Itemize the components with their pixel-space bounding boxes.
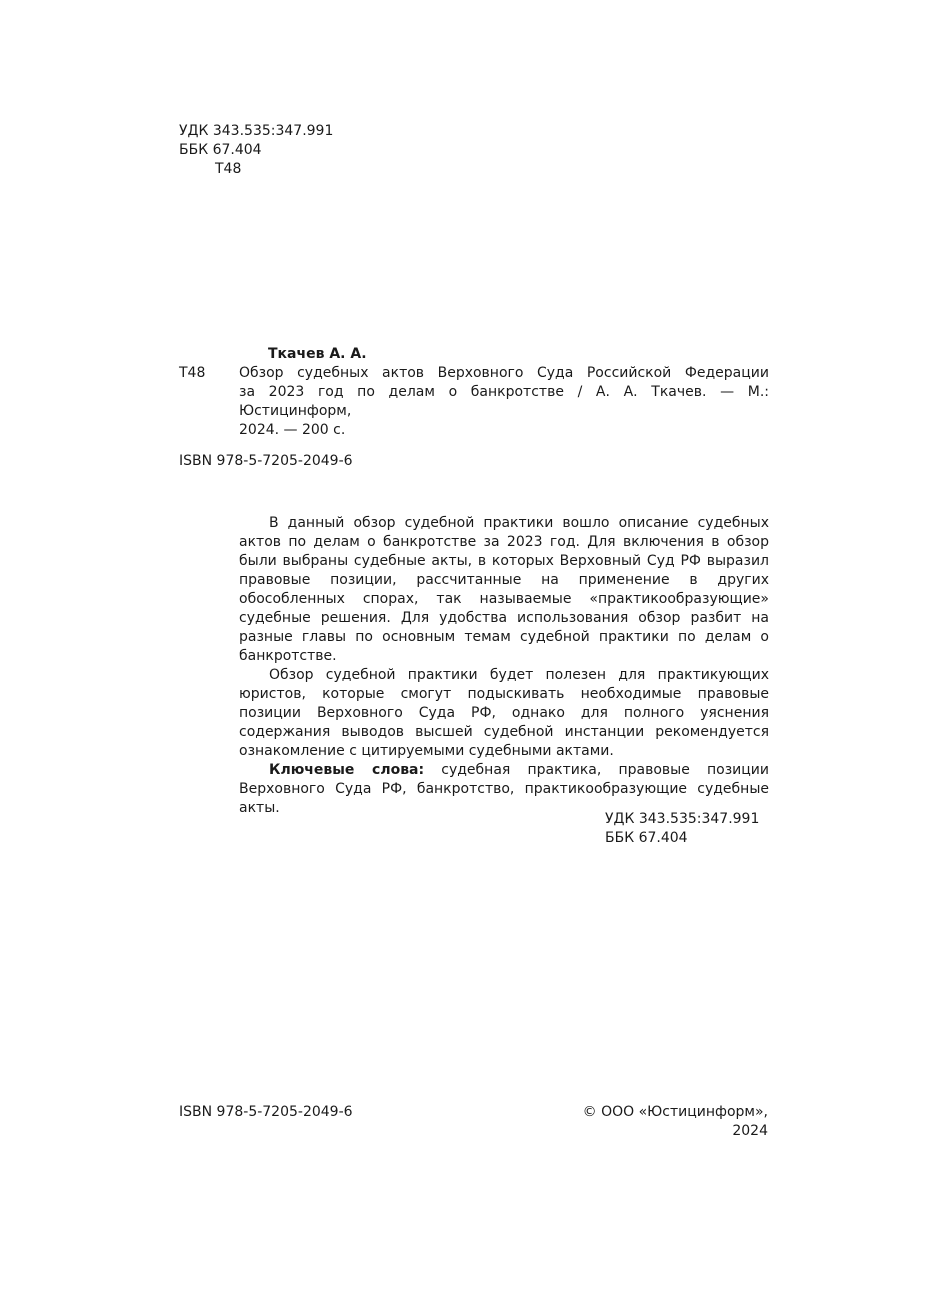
- isbn-bottom: ISBN 978-5-7205-2049-6: [179, 1104, 353, 1120]
- bibliographic-description: [239, 364, 769, 440]
- cutter-code: Т48: [215, 161, 242, 177]
- bibliography-cutter-code: Т48: [179, 365, 206, 381]
- classification-codes-top: [179, 122, 333, 179]
- keywords-text: судебная практика, правовые позиции Верховного Суда РФ, банкротство, практикообразующие судебные акты.: [239, 762, 769, 816]
- abstract-paragraph-2: Обзор судебной практики будет полезен для практикующих юристов, которые смогут подыскивать необходимые правовые позиции Верховного Суда РФ, однако для полного уяснения содержания выводов высшей судебной инстанции рекомендуется ознакомление с цитируемыми судебными актами.: [239, 667, 769, 759]
- abstract: [239, 514, 769, 818]
- bibliography-line-3: 2024. — 200 с.: [239, 422, 346, 438]
- bibliography-line-1: Обзор судебных актов Верховного Суда Российской Федерации: [239, 365, 769, 381]
- isbn-top: ISBN 978-5-7205-2049-6: [179, 453, 353, 469]
- udk-code: УДК 343.535:347.991: [179, 123, 334, 139]
- bibliography-line-2: за 2023 год по делам о банкротстве / А. А. Ткачев. — М.: Юстицинформ,: [239, 384, 769, 419]
- keywords-label: Ключевые слова:: [269, 762, 425, 778]
- bbk-code-bottom: ББК 67.404: [605, 830, 688, 846]
- bbk-code: ББК 67.404: [179, 142, 262, 158]
- udk-code-bottom: УДК 343.535:347.991: [605, 811, 760, 827]
- copyright-notice: © ООО «Юстицинформ», 2024: [582, 1104, 768, 1139]
- classification-codes-bottom: [605, 810, 759, 848]
- author-name: Ткачев А. А.: [268, 346, 367, 362]
- abstract-paragraph-1: В данный обзор судебной практики вошло описание судебных актов по делам о банкротстве за 2023 год. Для включения в обзор были выбраны судебные акты, в которых Верховный Суд РФ выразил правовые позиции, рассчитанные на применение в других обособленных спорах, так называемые «практикообразующие» судебные решения. Для удобства использования обзор разбит на разные главы по основным темам судебной практики по делам о банкротстве.: [239, 515, 769, 664]
